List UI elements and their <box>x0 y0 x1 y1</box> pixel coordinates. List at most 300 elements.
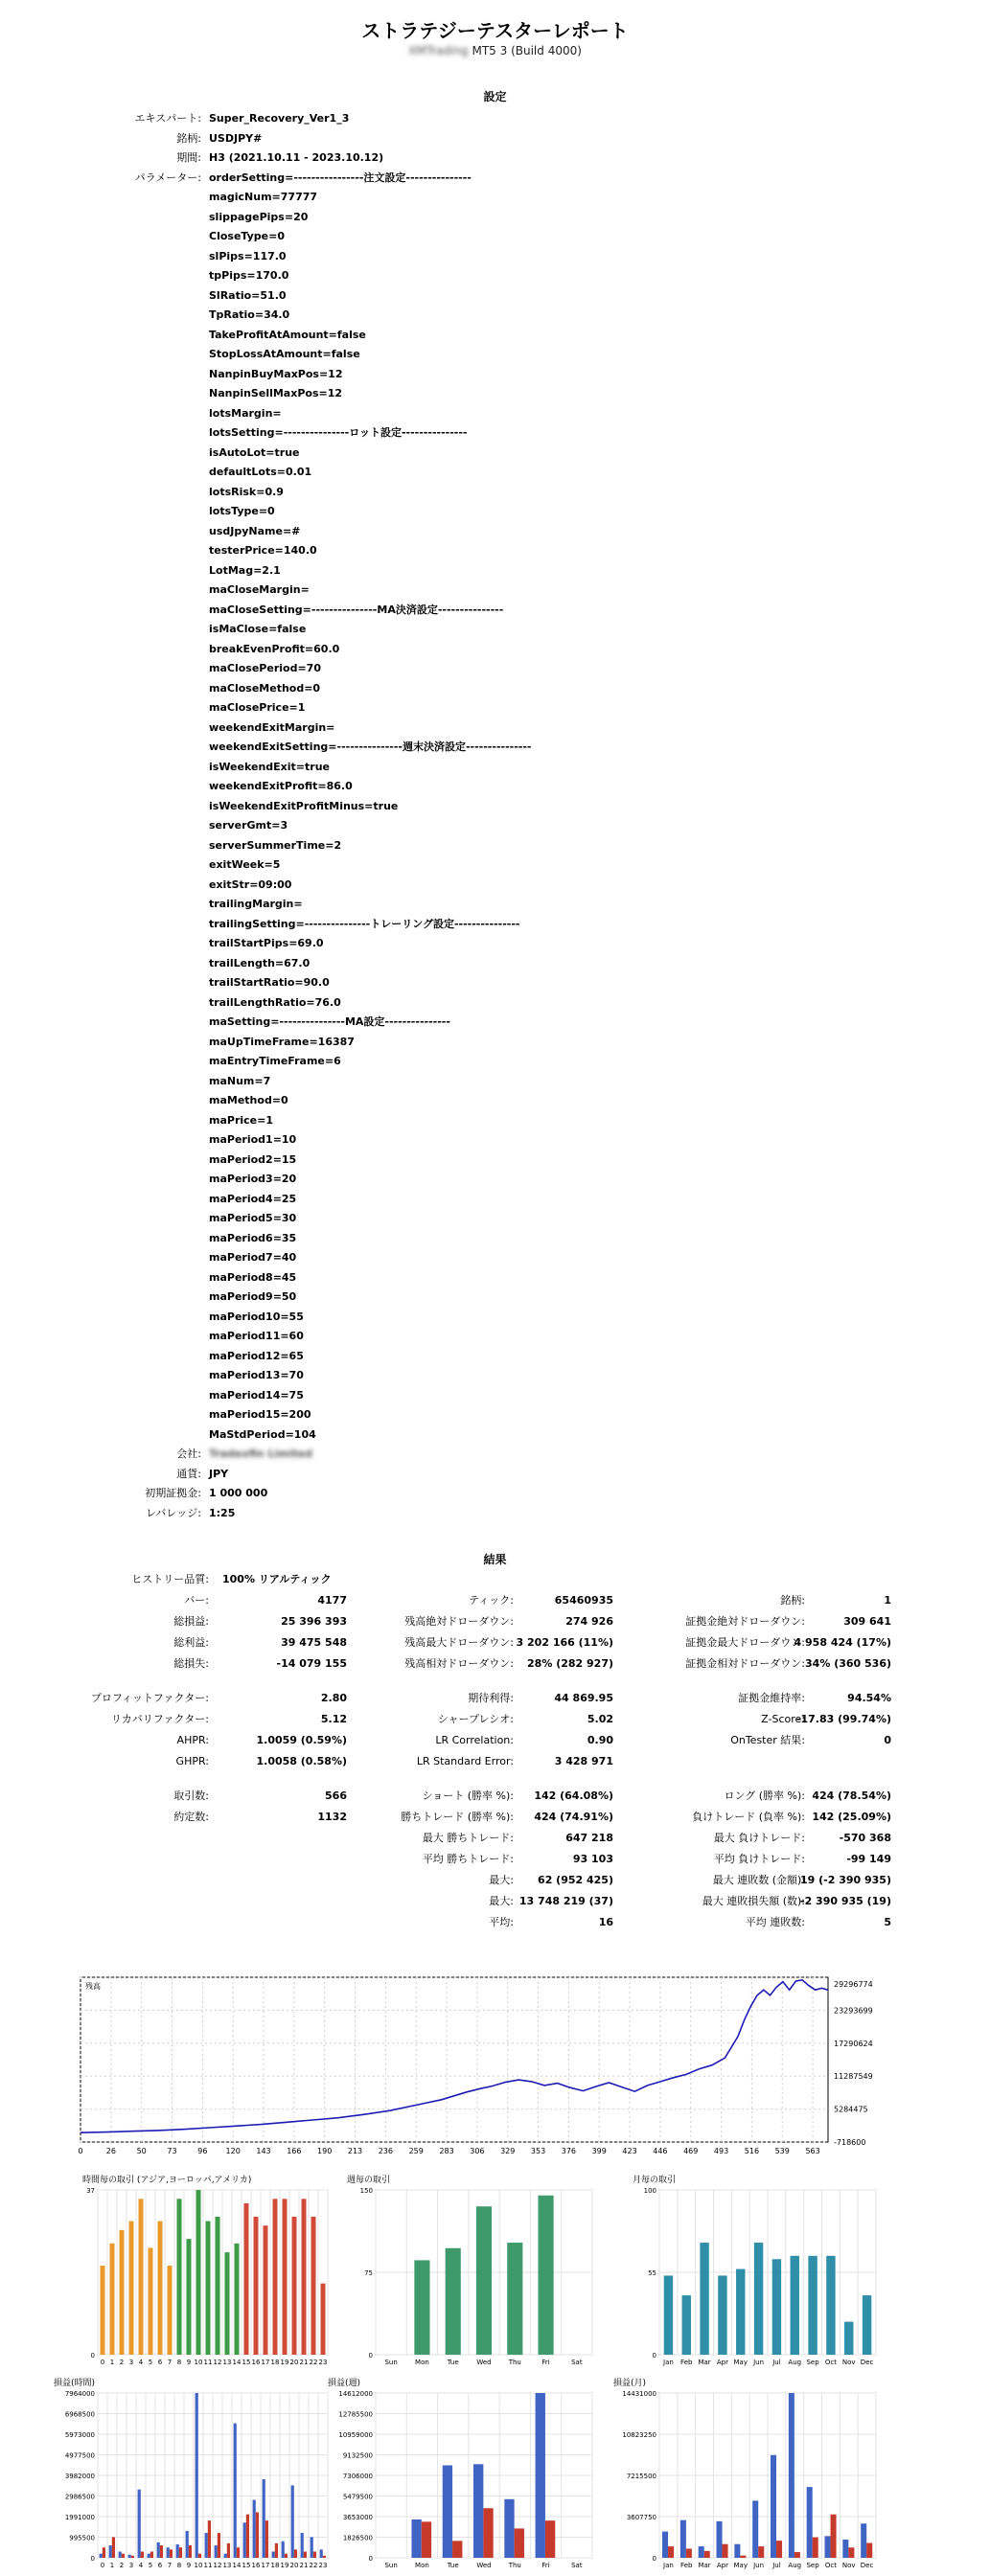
results-label: 約定数: <box>173 1811 209 1823</box>
x-tick-label: 563 <box>805 2147 820 2155</box>
profit-bar <box>807 2487 813 2558</box>
results-value: 44 869.95 <box>554 1692 613 1704</box>
loss-bar <box>189 2545 192 2558</box>
bar <box>120 2230 125 2355</box>
settings-value: exitStr=09:00 <box>209 878 292 891</box>
settings-value: serverSummerTime=2 <box>209 838 342 852</box>
results-row <box>0 1751 990 1772</box>
settings-value: weekendExitMargin= <box>209 720 335 734</box>
loss-bar <box>452 2541 462 2558</box>
x-tick-label: Apr <box>716 2359 728 2366</box>
x-tick-label: 9 <box>186 2562 192 2569</box>
settings-value: USDJPY# <box>209 131 263 145</box>
x-tick-label: 2 <box>119 2359 125 2366</box>
loss-bar <box>122 2554 125 2558</box>
bar <box>414 2260 429 2355</box>
results-value: 62 (952 425) <box>538 1874 613 1886</box>
settings-value: maClosePeriod=70 <box>209 662 321 674</box>
profit-bar <box>771 2455 776 2558</box>
settings-row <box>0 1072 990 1092</box>
results-value: 25 396 393 <box>281 1615 347 1628</box>
chart-title: 週毎の取引 <box>347 2176 391 2185</box>
results-label: 平均 勝ちトレード: <box>422 1853 514 1865</box>
settings-row <box>0 836 990 856</box>
settings-value: isWeekendExit=true <box>209 760 330 773</box>
settings-row <box>0 1091 990 1111</box>
settings-row <box>0 266 990 286</box>
settings-value: maUpTimeFrame=16387 <box>209 1035 355 1048</box>
results-label: 最大: <box>489 1874 514 1886</box>
y-tick-label: 10959000 <box>338 2431 373 2439</box>
results-row <box>0 1688 990 1709</box>
x-tick-label: 213 <box>347 2147 363 2155</box>
settings-value: maPeriod1=10 <box>209 1133 297 1146</box>
x-tick-label: Sep <box>806 2562 819 2569</box>
y-tick-label: 14431000 <box>622 2390 656 2398</box>
profit-bar <box>167 2547 170 2558</box>
hourly-trades-chart <box>82 2173 341 2368</box>
settings-value: maCloseSetting=---------------MA決済設定--------------- <box>209 603 504 616</box>
settings-value: maPeriod7=40 <box>209 1251 297 1264</box>
profit-bar <box>861 2523 866 2558</box>
profit-bar <box>128 2555 131 2558</box>
settings-value: serverGmt=3 <box>209 819 288 832</box>
settings-row <box>0 1052 990 1072</box>
x-tick-label: Mar <box>698 2562 711 2569</box>
profit-bar <box>100 2554 103 2558</box>
loss-bar <box>704 2551 710 2558</box>
settings-value: LotMag=2.1 <box>209 563 281 577</box>
profit-bar <box>272 2552 275 2558</box>
x-tick-label: 306 <box>470 2147 485 2155</box>
x-tick-label: 14 <box>232 2359 242 2366</box>
y-tick-label: 6968500 <box>64 2410 95 2419</box>
profit-bar <box>536 2393 545 2558</box>
x-tick-label: 166 <box>287 2147 302 2155</box>
x-tick-label: 516 <box>744 2147 760 2155</box>
results-row <box>0 1675 990 1688</box>
loss-bar <box>831 2515 837 2558</box>
x-tick-label: 15 <box>242 2562 251 2569</box>
results-label: 期待利得: <box>468 1692 514 1704</box>
x-tick-label: Sat <box>571 2562 583 2569</box>
settings-value: isMaClose=false <box>209 623 307 635</box>
bar <box>539 2196 554 2355</box>
bar <box>791 2256 799 2355</box>
y-tick-label: 29296774 <box>834 1980 873 1989</box>
x-tick-label: 10 <box>194 2562 203 2569</box>
results-row <box>0 1870 990 1891</box>
bar <box>302 2199 307 2355</box>
results-value: 4177 <box>317 1594 347 1607</box>
x-tick-label: 493 <box>713 2147 729 2155</box>
settings-row <box>0 1288 990 1308</box>
settings-row <box>0 1013 990 1033</box>
x-tick-label: 19 <box>280 2562 289 2569</box>
x-tick-label: 16 <box>251 2562 261 2569</box>
results-row <box>0 1632 990 1653</box>
results-label: リカバリファクター: <box>110 1713 209 1725</box>
settings-label: 銘柄: <box>176 131 201 145</box>
settings-row <box>0 227 990 247</box>
loss-bar <box>323 2556 326 2558</box>
y-tick-label: 0 <box>368 2352 373 2359</box>
results-label: Z-Score: <box>761 1713 805 1725</box>
results-row <box>0 1912 990 1933</box>
x-tick-label: 15 <box>242 2359 251 2366</box>
x-tick-label: Tue <box>447 2359 459 2366</box>
x-tick-label: 50 <box>136 2147 147 2155</box>
profit-bar <box>263 2479 265 2558</box>
y-tick-label: 0 <box>652 2352 656 2359</box>
settings-row <box>0 502 990 522</box>
settings-row <box>0 522 990 542</box>
results-value: 4 958 424 (17%) <box>794 1636 891 1649</box>
settings-row <box>0 444 990 464</box>
x-tick-label: 13 <box>222 2359 232 2366</box>
settings-row <box>0 895 990 915</box>
settings-row <box>0 1366 990 1386</box>
loss-bar <box>422 2521 431 2558</box>
platform-build: MT5 3 (Build 4000) <box>472 44 582 57</box>
results-value: -99 149 <box>846 1853 891 1865</box>
monthly-pnl-chart <box>613 2376 891 2575</box>
x-tick-label: 2 <box>119 2562 125 2569</box>
results-value: 309 641 <box>843 1615 891 1628</box>
x-tick-label: Jul <box>772 2359 781 2366</box>
settings-value: JPY <box>209 1467 229 1480</box>
x-tick-label: 12 <box>213 2359 222 2366</box>
x-tick-label: Feb <box>680 2562 693 2569</box>
x-tick-label: Jun <box>753 2359 765 2366</box>
bar <box>244 2203 249 2355</box>
results-table <box>0 1569 990 1933</box>
x-tick-label: 22 <box>309 2562 318 2569</box>
settings-row <box>0 1190 990 1210</box>
x-tick-label: 3 <box>128 2359 134 2366</box>
settings-value: exitWeek=5 <box>209 858 281 871</box>
settings-row <box>0 679 990 699</box>
loss-bar <box>813 2538 818 2558</box>
settings-value: maPeriod4=25 <box>209 1192 297 1205</box>
x-tick-label: 17 <box>261 2359 270 2366</box>
settings-value: maClosePrice=1 <box>209 701 306 714</box>
settings-value: maEntryTimeFrame=6 <box>209 1055 341 1067</box>
settings-row <box>0 1033 990 1053</box>
profit-bar <box>311 2537 313 2558</box>
settings-value: tpPips=170.0 <box>209 269 289 282</box>
y-tick-label: 55 <box>648 2269 656 2277</box>
x-tick-label: Feb <box>680 2359 693 2366</box>
bar <box>844 2322 853 2355</box>
results-row <box>0 1772 990 1786</box>
x-tick-label: Mon <box>415 2359 429 2366</box>
x-tick-label: Jun <box>753 2562 765 2569</box>
results-label: 最大 負けトレード: <box>713 1832 805 1844</box>
results-label: プロフィットファクター: <box>90 1692 209 1704</box>
results-row <box>0 1786 990 1807</box>
profit-bar <box>157 2542 160 2558</box>
results-label: ロング (勝率 %): <box>724 1790 805 1802</box>
x-tick-label: 7 <box>167 2359 173 2366</box>
results-row <box>0 1611 990 1632</box>
x-tick-label: 6 <box>157 2359 163 2366</box>
results-label: 総損益: <box>173 1615 209 1628</box>
results-label: 平均: <box>489 1916 514 1928</box>
x-tick-label: 16 <box>251 2359 261 2366</box>
settings-row <box>0 601 990 621</box>
results-value: 647 218 <box>565 1832 613 1844</box>
x-tick-label: Jan <box>663 2359 674 2366</box>
x-tick-label: 8 <box>176 2359 182 2366</box>
profit-bar <box>291 2485 294 2558</box>
x-tick-label: 11 <box>203 2359 213 2366</box>
loss-bar <box>265 2520 268 2558</box>
settings-row <box>0 208 990 228</box>
settings-row <box>0 1308 990 1328</box>
settings-value: orderSetting=----------------注文設定--------------- <box>209 171 472 184</box>
settings-row <box>0 738 990 758</box>
settings-value: trailingSetting=---------------トレーリング設定--------------- <box>209 917 520 930</box>
y-tick-label: 0 <box>652 2555 656 2563</box>
chart-frame <box>81 1977 828 2142</box>
x-tick-label: 13 <box>222 2562 232 2569</box>
results-label: 総損失: <box>173 1657 209 1670</box>
x-tick-label: May <box>733 2359 748 2366</box>
bar <box>101 2266 105 2355</box>
y-tick-label: 3982000 <box>64 2473 95 2480</box>
results-row <box>0 1569 990 1590</box>
settings-value: maPeriod6=35 <box>209 1231 297 1244</box>
x-tick-label: 0 <box>78 2147 83 2155</box>
results-value: 424 (78.54%) <box>812 1790 891 1802</box>
settings-value: maPeriod13=70 <box>209 1369 304 1381</box>
profit-bar <box>504 2499 514 2558</box>
results-value: 100% リアルティック <box>222 1573 332 1585</box>
bar <box>700 2243 708 2355</box>
y-tick-label: 100 <box>643 2187 656 2195</box>
settings-row <box>0 326 990 346</box>
settings-value: H3 (2021.10.11 - 2023.10.12) <box>209 151 384 164</box>
results-label: 勝ちトレード (勝率 %): <box>401 1811 514 1823</box>
x-tick-label: 18 <box>270 2359 280 2366</box>
x-tick-label: 8 <box>176 2562 182 2569</box>
bar <box>772 2259 781 2355</box>
x-tick-label: Oct <box>824 2562 837 2569</box>
x-tick-label: Dec <box>860 2359 874 2366</box>
results-value: -14 079 155 <box>276 1657 347 1670</box>
x-tick-label: 446 <box>653 2147 668 2155</box>
results-label: 証拠金相対ドローダウン: <box>685 1657 805 1670</box>
loss-bar <box>141 2552 144 2558</box>
settings-row <box>0 797 990 817</box>
settings-value: weekendExitProfit=86.0 <box>209 780 353 792</box>
settings-value: maPeriod14=75 <box>209 1388 304 1402</box>
profit-bar <box>680 2520 686 2558</box>
results-value: -17.83 (99.74%) <box>795 1713 891 1725</box>
settings-value: magicNum=77777 <box>209 191 318 203</box>
x-tick-label: May <box>733 2562 748 2569</box>
settings-row <box>0 1268 990 1288</box>
y-tick-label: 5973000 <box>64 2431 95 2439</box>
x-tick-label: 329 <box>500 2147 516 2155</box>
results-label: 証拠金最大ドローダウン: <box>685 1636 805 1649</box>
profit-bar <box>842 2540 848 2558</box>
y-tick-label: 2986500 <box>64 2493 95 2501</box>
settings-row <box>0 876 990 896</box>
settings-row <box>0 718 990 739</box>
bar <box>321 2284 326 2355</box>
x-tick-label: 0 <box>100 2359 105 2366</box>
settings-row <box>0 1405 990 1425</box>
results-value: 1 <box>884 1594 891 1607</box>
results-row <box>0 1828 990 1849</box>
bar <box>507 2243 522 2355</box>
settings-value: isWeekendExitProfitMinus=true <box>209 799 399 812</box>
x-tick-label: Mar <box>698 2359 711 2366</box>
bar <box>225 2252 230 2355</box>
x-tick-label: 17 <box>261 2562 270 2569</box>
loss-bar <box>275 2543 278 2558</box>
results-value: -2 390 935 (19) <box>800 1895 891 1907</box>
settings-row <box>0 188 990 208</box>
settings-value: testerPrice=140.0 <box>209 544 317 557</box>
settings-row <box>0 758 990 778</box>
results-label: LR Standard Error: <box>416 1755 514 1767</box>
results-value: 93 103 <box>572 1853 613 1865</box>
balance-chart <box>78 1977 924 2159</box>
settings-row <box>0 777 990 797</box>
profit-bar <box>196 2393 198 2558</box>
results-label: 最大 勝ちトレード: <box>422 1832 514 1844</box>
x-tick-label: Nov <box>841 2562 856 2569</box>
y-tick-label: 5284475 <box>834 2105 868 2114</box>
profit-bar <box>825 2536 831 2558</box>
x-tick-label: Dec <box>860 2562 874 2569</box>
results-label: ヒストリー品質: <box>131 1573 209 1585</box>
profit-bar <box>752 2500 758 2558</box>
bar <box>736 2269 745 2355</box>
x-tick-label: 23 <box>318 2562 328 2569</box>
x-tick-label: 539 <box>774 2147 790 2155</box>
settings-value: 1:25 <box>209 1506 236 1519</box>
results-value: 5.12 <box>320 1713 347 1725</box>
settings-row <box>0 345 990 365</box>
results-row <box>0 1807 990 1828</box>
monthly-trades-chart <box>633 2173 891 2368</box>
loss-bar <box>545 2520 555 2558</box>
results-label: 証拠金維持率: <box>738 1692 805 1704</box>
loss-bar <box>313 2552 316 2558</box>
x-tick-label: 120 <box>225 2147 241 2155</box>
loss-bar <box>218 2533 220 2558</box>
results-value: 2.80 <box>320 1692 347 1704</box>
x-tick-label: 190 <box>317 2147 333 2155</box>
x-tick-label: 1 <box>109 2562 115 2569</box>
results-value: 3 202 166 (11%) <box>516 1636 613 1649</box>
bar <box>177 2199 182 2355</box>
settings-row <box>0 109 990 129</box>
settings-row <box>0 915 990 935</box>
x-tick-label: 7 <box>167 2562 173 2569</box>
settings-value: weekendExitSetting=---------------週末決済設定--------------- <box>209 741 532 753</box>
settings-row <box>0 1445 990 1465</box>
profit-bar <box>205 2533 208 2558</box>
settings-label: 期間: <box>176 151 201 164</box>
bar <box>158 2222 163 2355</box>
settings-row <box>0 993 990 1014</box>
x-tick-label: Thu <box>508 2359 521 2366</box>
settings-value: maPeriod8=45 <box>209 1270 297 1284</box>
x-tick-label: Sep <box>806 2359 819 2366</box>
settings-value: slPips=117.0 <box>209 249 287 262</box>
settings-row <box>0 1130 990 1151</box>
results-row <box>0 1653 990 1675</box>
loss-bar <box>294 2549 297 2558</box>
results-value: 566 <box>325 1790 347 1802</box>
loss-bar <box>237 2547 240 2558</box>
profit-bar <box>443 2465 452 2558</box>
profit-bar <box>109 2545 112 2558</box>
settings-row <box>0 1170 990 1190</box>
x-tick-label: Nov <box>841 2359 856 2366</box>
loss-bar <box>285 2554 288 2558</box>
settings-row <box>0 1248 990 1268</box>
bar <box>664 2275 673 2355</box>
x-tick-label: 3 <box>128 2562 134 2569</box>
loss-bar <box>668 2546 674 2558</box>
chart-title: 残高 <box>85 1982 101 1991</box>
settings-value: defaultLots=0.01 <box>209 466 312 478</box>
bar <box>476 2206 492 2355</box>
settings-label: パラメーター: <box>134 171 201 184</box>
x-tick-label: Sun <box>384 2359 398 2366</box>
bar <box>283 2199 288 2355</box>
y-tick-label: 11287549 <box>834 2072 873 2082</box>
x-tick-label: 14 <box>232 2562 242 2569</box>
results-label: ショート (勝率 %): <box>422 1790 514 1802</box>
x-tick-label: 18 <box>270 2562 280 2569</box>
x-tick-label: 4 <box>138 2359 144 2366</box>
loss-bar <box>866 2543 872 2558</box>
settings-row <box>0 483 990 503</box>
settings-value: lotsType=0 <box>209 505 275 517</box>
y-tick-label: 23293699 <box>834 2006 873 2016</box>
chart-title: 月毎の取引 <box>633 2176 677 2185</box>
x-tick-label: 259 <box>408 2147 424 2155</box>
x-tick-label: Sat <box>571 2359 583 2366</box>
profit-bar <box>119 2552 122 2558</box>
bar <box>168 2266 173 2355</box>
profit-bar <box>282 2542 285 2558</box>
bar <box>273 2199 278 2355</box>
bar <box>254 2217 259 2355</box>
chart-title: 損益(月) <box>613 2379 647 2388</box>
x-tick-label: 5 <box>148 2562 153 2569</box>
y-tick-label: 1991000 <box>64 2514 95 2521</box>
settings-row <box>0 1484 990 1504</box>
bar <box>808 2256 817 2355</box>
results-value: 5.02 <box>587 1713 613 1725</box>
x-tick-label: 20 <box>289 2359 299 2366</box>
loss-bar <box>740 2556 746 2558</box>
settings-value: maPeriod3=20 <box>209 1173 297 1185</box>
settings-value: maNum=7 <box>209 1074 271 1087</box>
results-row <box>0 1730 990 1751</box>
settings-value: isAutoLot=true <box>209 445 300 459</box>
results-label: 最大 連敗損失額 (数): <box>702 1895 805 1907</box>
profit-bar <box>320 2549 323 2558</box>
